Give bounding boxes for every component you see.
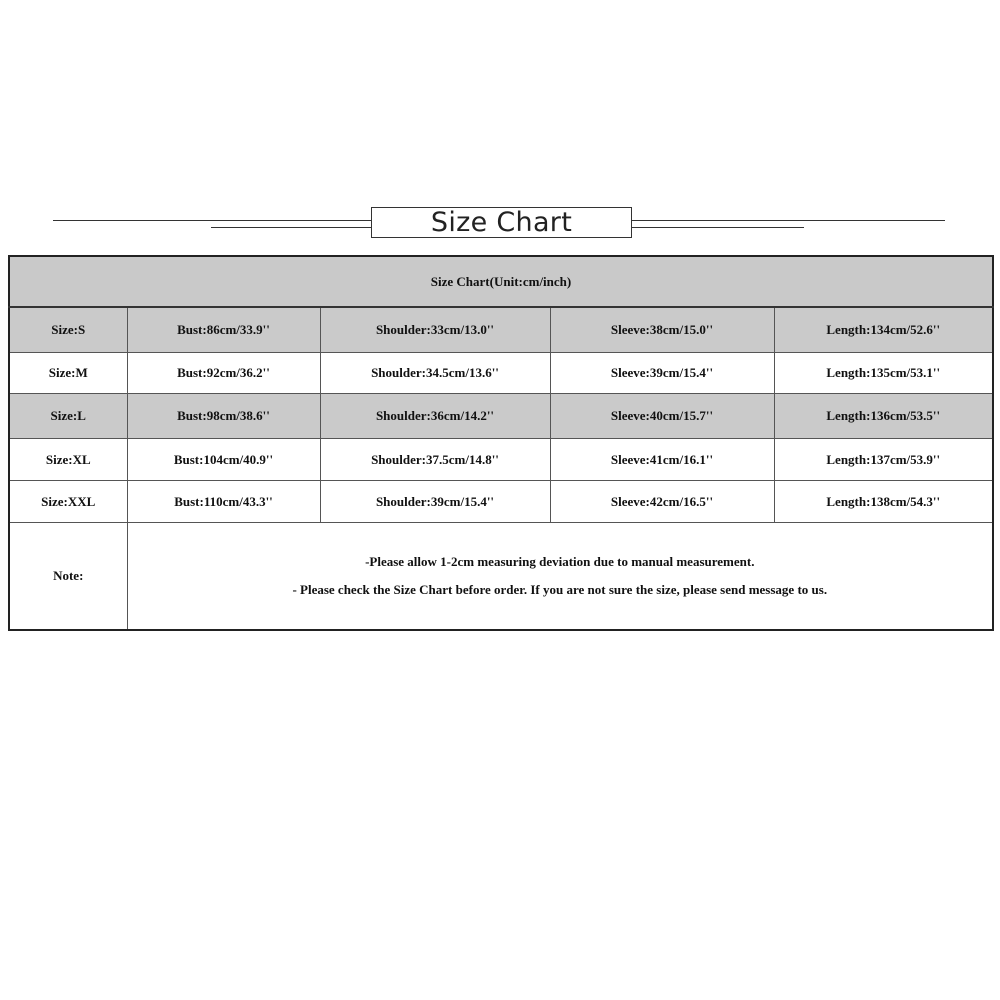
table-header-row [9, 256, 993, 307]
note-text [127, 523, 993, 631]
decorative-rule [53, 220, 371, 221]
title-frame [371, 207, 632, 238]
size-cell: Size:M [9, 353, 127, 394]
bust-cell: Bust:104cm/40.9'' [127, 439, 320, 481]
sleeve-cell: Sleeve:41cm/16.1'' [550, 439, 774, 481]
table-header: Size Chart(Unit:cm/inch) [9, 256, 993, 307]
table-row [9, 307, 993, 353]
bust-cell: Bust:86cm/33.9'' [127, 307, 320, 353]
size-cell: Size:L [9, 394, 127, 439]
table-row [9, 439, 993, 481]
size-cell: Size:S [9, 307, 127, 353]
note-row [9, 523, 993, 631]
decorative-rule [211, 227, 371, 228]
size-cell: Size:XL [9, 439, 127, 481]
length-cell: Length:138cm/54.3'' [774, 481, 993, 523]
shoulder-cell: Shoulder:33cm/13.0'' [320, 307, 550, 353]
decorative-rule [632, 227, 804, 228]
table-row [9, 481, 993, 523]
note-label: Note: [9, 523, 127, 631]
sleeve-cell: Sleeve:38cm/15.0'' [550, 307, 774, 353]
size-cell: Size:XXL [9, 481, 127, 523]
shoulder-cell: Shoulder:37.5cm/14.8'' [320, 439, 550, 481]
note-line: -Please allow 1-2cm measuring deviation due to manual measurement. [365, 554, 755, 569]
table-row [9, 353, 993, 394]
bust-cell: Bust:110cm/43.3'' [127, 481, 320, 523]
length-cell: Length:137cm/53.9'' [774, 439, 993, 481]
shoulder-cell: Shoulder:36cm/14.2'' [320, 394, 550, 439]
bust-cell: Bust:98cm/38.6'' [127, 394, 320, 439]
size-chart-table [8, 255, 994, 631]
note-line: - Please check the Size Chart before order. If you are not sure the size, please send message to us. [292, 582, 828, 597]
bust-cell: Bust:92cm/36.2'' [127, 353, 320, 394]
length-cell: Length:136cm/53.5'' [774, 394, 993, 439]
length-cell: Length:134cm/52.6'' [774, 307, 993, 353]
sleeve-cell: Sleeve:39cm/15.4'' [550, 353, 774, 394]
shoulder-cell: Shoulder:39cm/15.4'' [320, 481, 550, 523]
page-title: Size Chart [430, 207, 573, 238]
sleeve-cell: Sleeve:40cm/15.7'' [550, 394, 774, 439]
table-row [9, 394, 993, 439]
sleeve-cell: Sleeve:42cm/16.5'' [550, 481, 774, 523]
decorative-rule [632, 220, 945, 221]
shoulder-cell: Shoulder:34.5cm/13.6'' [320, 353, 550, 394]
size-chart-banner [0, 190, 1000, 250]
length-cell: Length:135cm/53.1'' [774, 353, 993, 394]
